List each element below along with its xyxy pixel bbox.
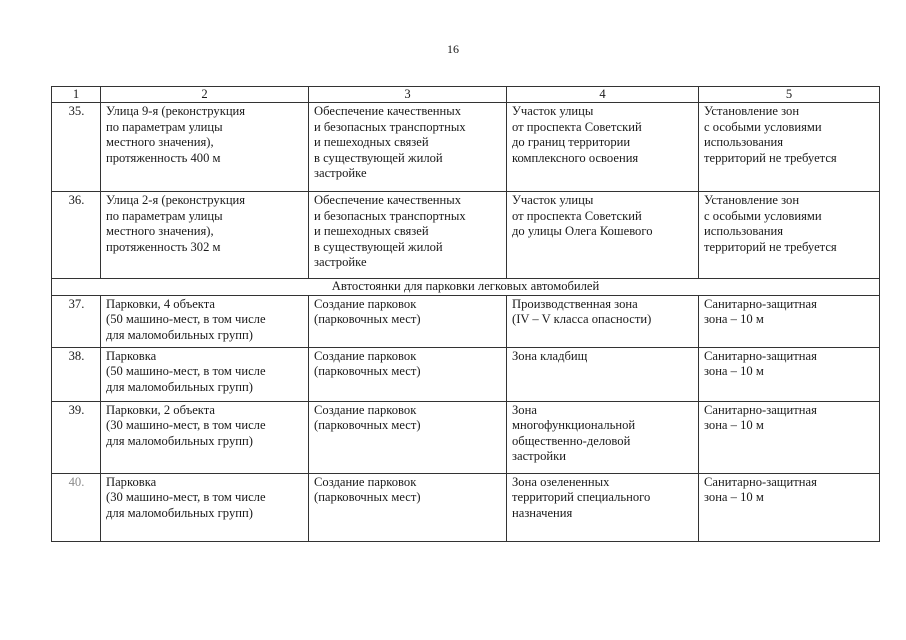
location: Зона озелененных территорий специального назначения — [512, 474, 651, 520]
purpose-cell — [309, 295, 507, 347]
row-number: 37. — [52, 295, 101, 347]
row-number: 38. — [52, 347, 101, 401]
object-name: Парковки, 4 объекта (50 машино-мест, в том числе для маломобильных групп) — [106, 296, 266, 342]
table-row — [52, 401, 880, 473]
header-cell-4: 4 — [507, 87, 699, 103]
table-row — [52, 103, 880, 192]
table-row — [52, 347, 880, 401]
zone-characteristic: Санитарно-защитная зона – 10 м — [704, 474, 817, 505]
section-row — [52, 279, 880, 295]
location: Участок улицы от проспекта Советский до улицы Олега Кошевого — [512, 193, 653, 239]
zone-characteristic: Санитарно-защитная зона – 10 м — [704, 348, 817, 379]
location-cell — [507, 295, 699, 347]
row-number: 39. — [52, 401, 101, 473]
purpose: Обеспечение качественных и безопасных транспортных и пешеходных связей в существующей жилой застройке — [314, 193, 466, 270]
location: Производственная зона (IV – V класса опасности) — [512, 296, 652, 327]
purpose-cell — [309, 103, 507, 192]
location: Зона кладбищ — [512, 348, 588, 363]
object-name-cell — [101, 347, 309, 401]
table-row — [52, 473, 880, 541]
objects-table — [51, 86, 880, 542]
zone-cell — [699, 103, 880, 192]
row-number: 40. — [52, 473, 101, 541]
location-cell — [507, 103, 699, 192]
object-name: Парковки, 2 объекта (30 машино-мест, в том числе для маломобильных групп) — [106, 402, 266, 448]
purpose-cell — [309, 473, 507, 541]
purpose: Обеспечение качественных и безопасных транспортных и пешеходных связей в существующей жилой застройке — [314, 104, 466, 181]
purpose: Создание парковок (парковочных мест) — [314, 348, 421, 379]
location: Участок улицы от проспекта Советский до границ территории комплексного освоения — [512, 104, 642, 165]
object-name: Парковка (30 машино-мест, в том числе для маломобильных групп) — [106, 474, 266, 520]
zone-cell — [699, 295, 880, 347]
object-name: Парковка (50 машино-мест, в том числе для маломобильных групп) — [106, 348, 266, 394]
location-cell — [507, 401, 699, 473]
location-cell — [507, 192, 699, 279]
object-name: Улица 2-я (реконструкция по параметрам улицы местного значения), протяженность 302 м — [106, 193, 246, 254]
object-name: Улица 9-я (реконструкция по параметрам улицы местного значения), протяженность 400 м — [106, 104, 246, 165]
purpose: Создание парковок (парковочных мест) — [314, 296, 421, 327]
section-title: Автостоянки для парковки легковых автомобилей — [52, 279, 880, 295]
purpose-cell — [309, 401, 507, 473]
zone-characteristic: Установление зон с особыми условиями использования территорий не требуется — [704, 104, 837, 165]
object-name-cell — [101, 192, 309, 279]
table-row — [52, 192, 880, 279]
header-cell-1: 1 — [52, 87, 101, 103]
row-number: 35. — [52, 103, 101, 192]
header-cell-2: 2 — [101, 87, 309, 103]
location: Зона многофункциональной общественно-деловой застройки — [512, 402, 636, 464]
object-name-cell — [101, 295, 309, 347]
object-name-cell — [101, 473, 309, 541]
table-row — [52, 295, 880, 347]
zone-cell — [699, 473, 880, 541]
header-cell-3: 3 — [309, 87, 507, 103]
purpose-cell — [309, 347, 507, 401]
location-cell — [507, 347, 699, 401]
zone-cell — [699, 192, 880, 279]
purpose: Создание парковок (парковочных мест) — [314, 474, 421, 505]
zone-cell — [699, 347, 880, 401]
table-header-row — [52, 87, 880, 103]
zone-characteristic: Санитарно-защитная зона – 10 м — [704, 402, 817, 433]
location-cell — [507, 473, 699, 541]
zone-cell — [699, 401, 880, 473]
zone-characteristic: Санитарно-защитная зона – 10 м — [704, 296, 817, 327]
header-cell-5: 5 — [699, 87, 880, 103]
object-name-cell — [101, 103, 309, 192]
page-number: 16 — [447, 42, 459, 56]
purpose: Создание парковок (парковочных мест) — [314, 402, 421, 433]
zone-characteristic: Установление зон с особыми условиями использования территорий не требуется — [704, 193, 837, 254]
row-number: 36. — [52, 192, 101, 279]
object-name-cell — [101, 401, 309, 473]
purpose-cell — [309, 192, 507, 279]
